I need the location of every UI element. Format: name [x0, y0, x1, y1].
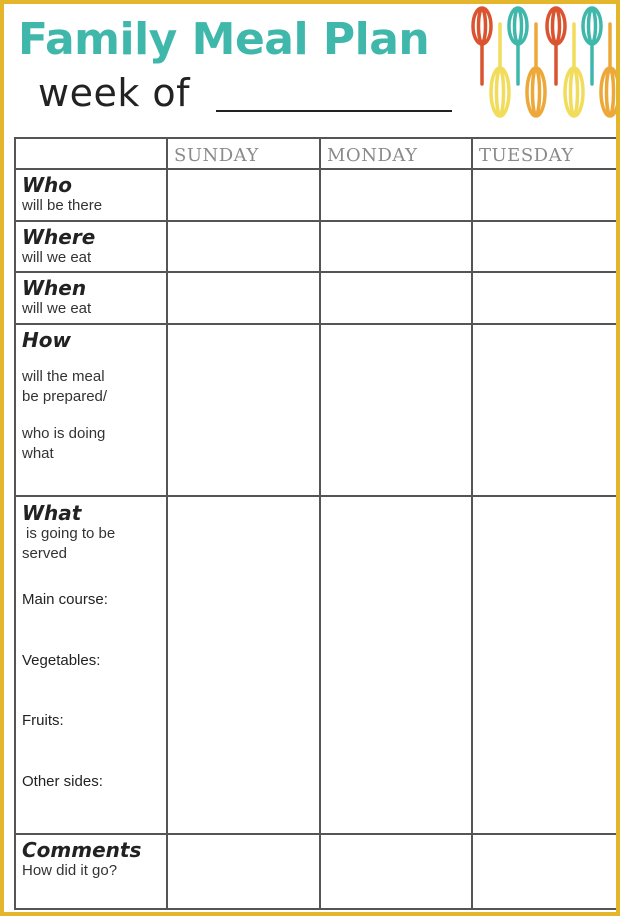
table-line	[14, 271, 616, 273]
week-of-label: week of	[38, 71, 191, 115]
row-header-what	[22, 503, 162, 828]
week-of-blank-line	[216, 110, 452, 112]
fruits-label: Fruits:	[22, 712, 64, 729]
row-subtitle: will we eat	[22, 300, 92, 317]
row-subtitle: who is doing	[22, 424, 106, 442]
row-title: Where	[22, 225, 96, 249]
table-line	[14, 168, 616, 170]
table-line	[14, 833, 616, 835]
whisk-icon-orange-2	[601, 24, 616, 116]
table-line	[166, 137, 168, 910]
table-line	[14, 137, 616, 139]
whisk-icon-teal-1	[509, 8, 527, 84]
day-header-monday: MONDAY	[327, 145, 418, 166]
whisk-icon-red-2	[547, 8, 565, 84]
table-line	[14, 495, 616, 497]
vegetables-label: Vegetables:	[22, 652, 101, 669]
row-header-who	[22, 175, 162, 216]
whisk-icon-teal-2	[583, 8, 601, 84]
whisk-icon-orange-1	[527, 24, 545, 116]
page-title: Family Meal Plan	[18, 14, 430, 65]
whisk-icon	[466, 4, 616, 122]
row-subtitle: what	[22, 444, 54, 462]
row-title: What	[22, 501, 82, 525]
whisk-icon-yellow-2	[565, 24, 583, 116]
row-title: Who	[22, 173, 73, 197]
row-header-how	[22, 330, 162, 464]
row-subtitle: is going to be	[26, 525, 116, 542]
table-line	[14, 908, 616, 910]
whisk-icon-red-1	[473, 8, 491, 84]
row-subtitle: be prepared/	[22, 388, 108, 406]
table-line	[14, 137, 16, 910]
whisk-icon-yellow-1	[491, 24, 509, 116]
row-header-when	[22, 278, 162, 319]
table-line	[14, 323, 616, 325]
row-header-comments	[22, 840, 162, 881]
row-subtitle: will we eat	[22, 249, 92, 266]
table-line	[471, 137, 473, 910]
row-subtitle: How did it go?	[22, 862, 118, 879]
row-title: How	[22, 328, 71, 352]
other-sides-label: Other sides:	[22, 773, 103, 790]
row-subtitle: will the meal	[22, 368, 105, 385]
row-title: When	[22, 276, 87, 300]
row-title: Comments	[22, 838, 142, 862]
meal-plan-table	[14, 137, 616, 910]
day-header-sunday: SUNDAY	[174, 145, 259, 166]
row-subtitle: served	[22, 545, 68, 563]
day-header-tuesday: TUESDAY	[479, 145, 574, 166]
row-subtitle: will be there	[22, 197, 103, 214]
table-line	[319, 137, 321, 910]
meal-plan-sheet	[4, 4, 616, 912]
main-course-label: Main course:	[22, 591, 108, 608]
table-line	[14, 220, 616, 222]
row-header-where	[22, 227, 162, 268]
